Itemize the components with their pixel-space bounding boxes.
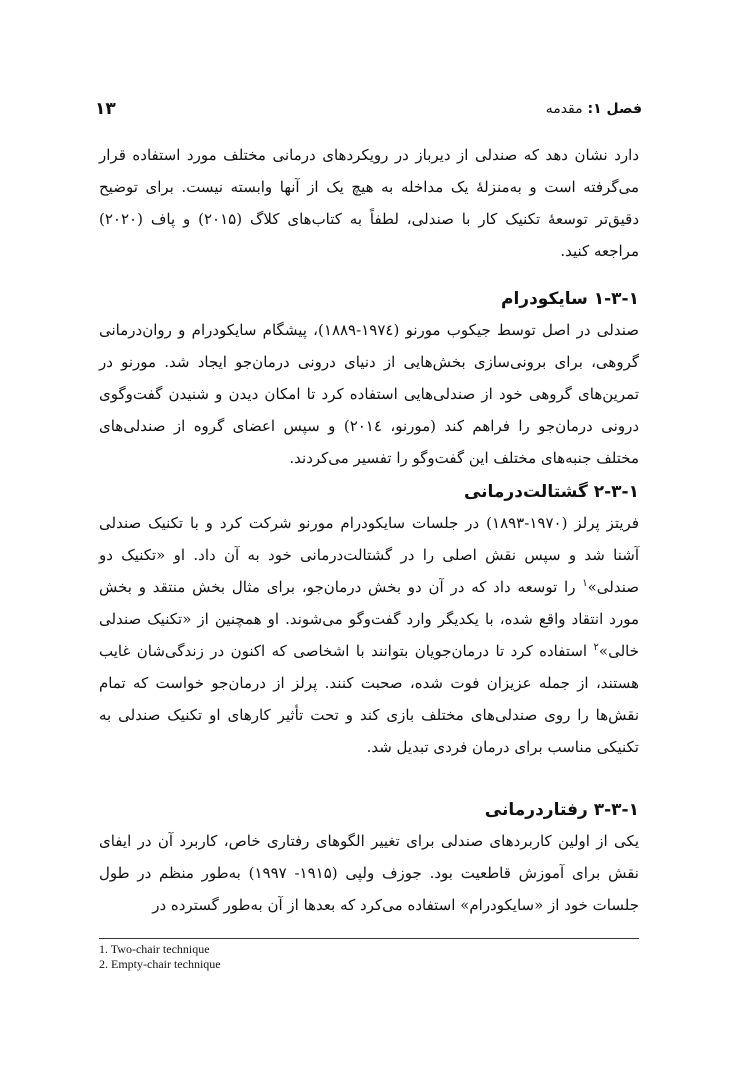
section-behavior-therapy — [99, 795, 639, 921]
section-body-behavior-therapy: یکی از اولین کاربردهای صندلی برای تغییر الگوهای رفتاری خاص، کاربرد آن در ایفای نقش برای آموزش قاطعیت بود. جوزف ولپی (۱۹۱۵- ۱۹۹۷) به‌طور منظم در طول جلسات خود از «سایکودرام» استفاده می‌کرد که بعدها از آن به‌طور گسترده در — [99, 832, 639, 914]
section-body-psychodrama: صندلی در اصل توسط جیکوب مورنو (۱۹۷٤-۱۸۸۹)، پیشگام سایکودرام و روان‌درمانی گروهی، برای برونی‌سازی بخش‌هایی از دنیای درونی درمان‌جو ایجاد شد. مورنو در تمرین‌های گروهی خود از صندلی‌هایی استفاده کرد تا امکان دیدن و شنیدن گفت‌وگوی درونی درمان‌جو را فراهم کند (مورنو، ۲۰۱٤) و سپس اعضای گروه از صندلی‌های مختلف جنبه‌های مختلف این گفت‌وگو را تفسیر می‌کردند. — [99, 321, 639, 467]
intro-block — [99, 139, 639, 267]
section-gestalt — [99, 477, 639, 763]
gestalt-text-3: استفاده کرد تا درمان‌جویان بتوانند با اشخاصی که اکنون در زندگی‌شان غایب هستند، از جمله عزیزان فوت شده، صحبت کنند. پرلز از درمان‌جو خواست که تمام نقش‌ها را روی صندلی‌های مختلف بازی کند و تحت تأثیر کارهای او تکنیک صندلی به تکنیکی مناسب برای درمان فردی تبدیل شد. — [99, 642, 639, 756]
gestalt-text-1: فریتز پرلز (۱۹۷۰-۱۸۹۳) در جلسات سایکودرام مورنو شرکت کرد و با تکنیک صندلی آشنا شد و سپس نقش اصلی را در گشتالت‌درمانی خود به آن داد. او «تکنیک دو صندلی» — [99, 514, 639, 596]
footnote-divider — [99, 938, 639, 939]
footnote-ref-1[interactable]: ۱ — [582, 578, 588, 589]
running-header — [95, 98, 642, 120]
footnotes — [99, 942, 499, 972]
page-number: ۱۳ — [95, 99, 116, 119]
section-heading-behavior-therapy: ۳-۳-۱ رفتاردرمانی — [484, 800, 639, 820]
section-heading-psychodrama: ۱-۳-۱ سایکودرام — [501, 289, 639, 309]
gestalt-text-2: را توسعه داد که در آن دو بخش درمان‌جو، برای مثال بخش منتقد و بخش مورد انتقاد واقع شده، با یکدیگر وارد گفت‌وگو می‌شوند. او همچنین از «تکنیک صندلی خالی» — [99, 578, 639, 660]
section-body-gestalt — [99, 507, 639, 763]
chapter-label: فصل ۱: — [587, 101, 642, 117]
section-psychodrama — [99, 284, 639, 474]
section-heading-gestalt: ۲-۳-۱ گشتالت‌درمانی — [463, 482, 639, 502]
footnote-1: 1. Two-chair technique — [99, 942, 210, 956]
intro-paragraph: دارد نشان دهد که صندلی از دیرباز در رویکردهای درمانی مختلف مورد استفاده قرار می‌گرفته است و به‌منزلهٔ یک مداخله به هیچ یک از آنها وابسته نیست. برای توضیح دقیق‌تر توسعهٔ تکنیک کار با صندلی، لطفاً به کتاب‌های کلاگ (۲۰۱۵) و پاف (۲۰۲۰) مراجعه کنید. — [99, 146, 639, 260]
footnote-2: 2. Empty-chair technique — [99, 957, 221, 971]
chapter-title: مقدمه — [545, 101, 583, 117]
chapter-header — [546, 101, 642, 117]
footnote-ref-2[interactable]: ۲ — [593, 642, 599, 653]
